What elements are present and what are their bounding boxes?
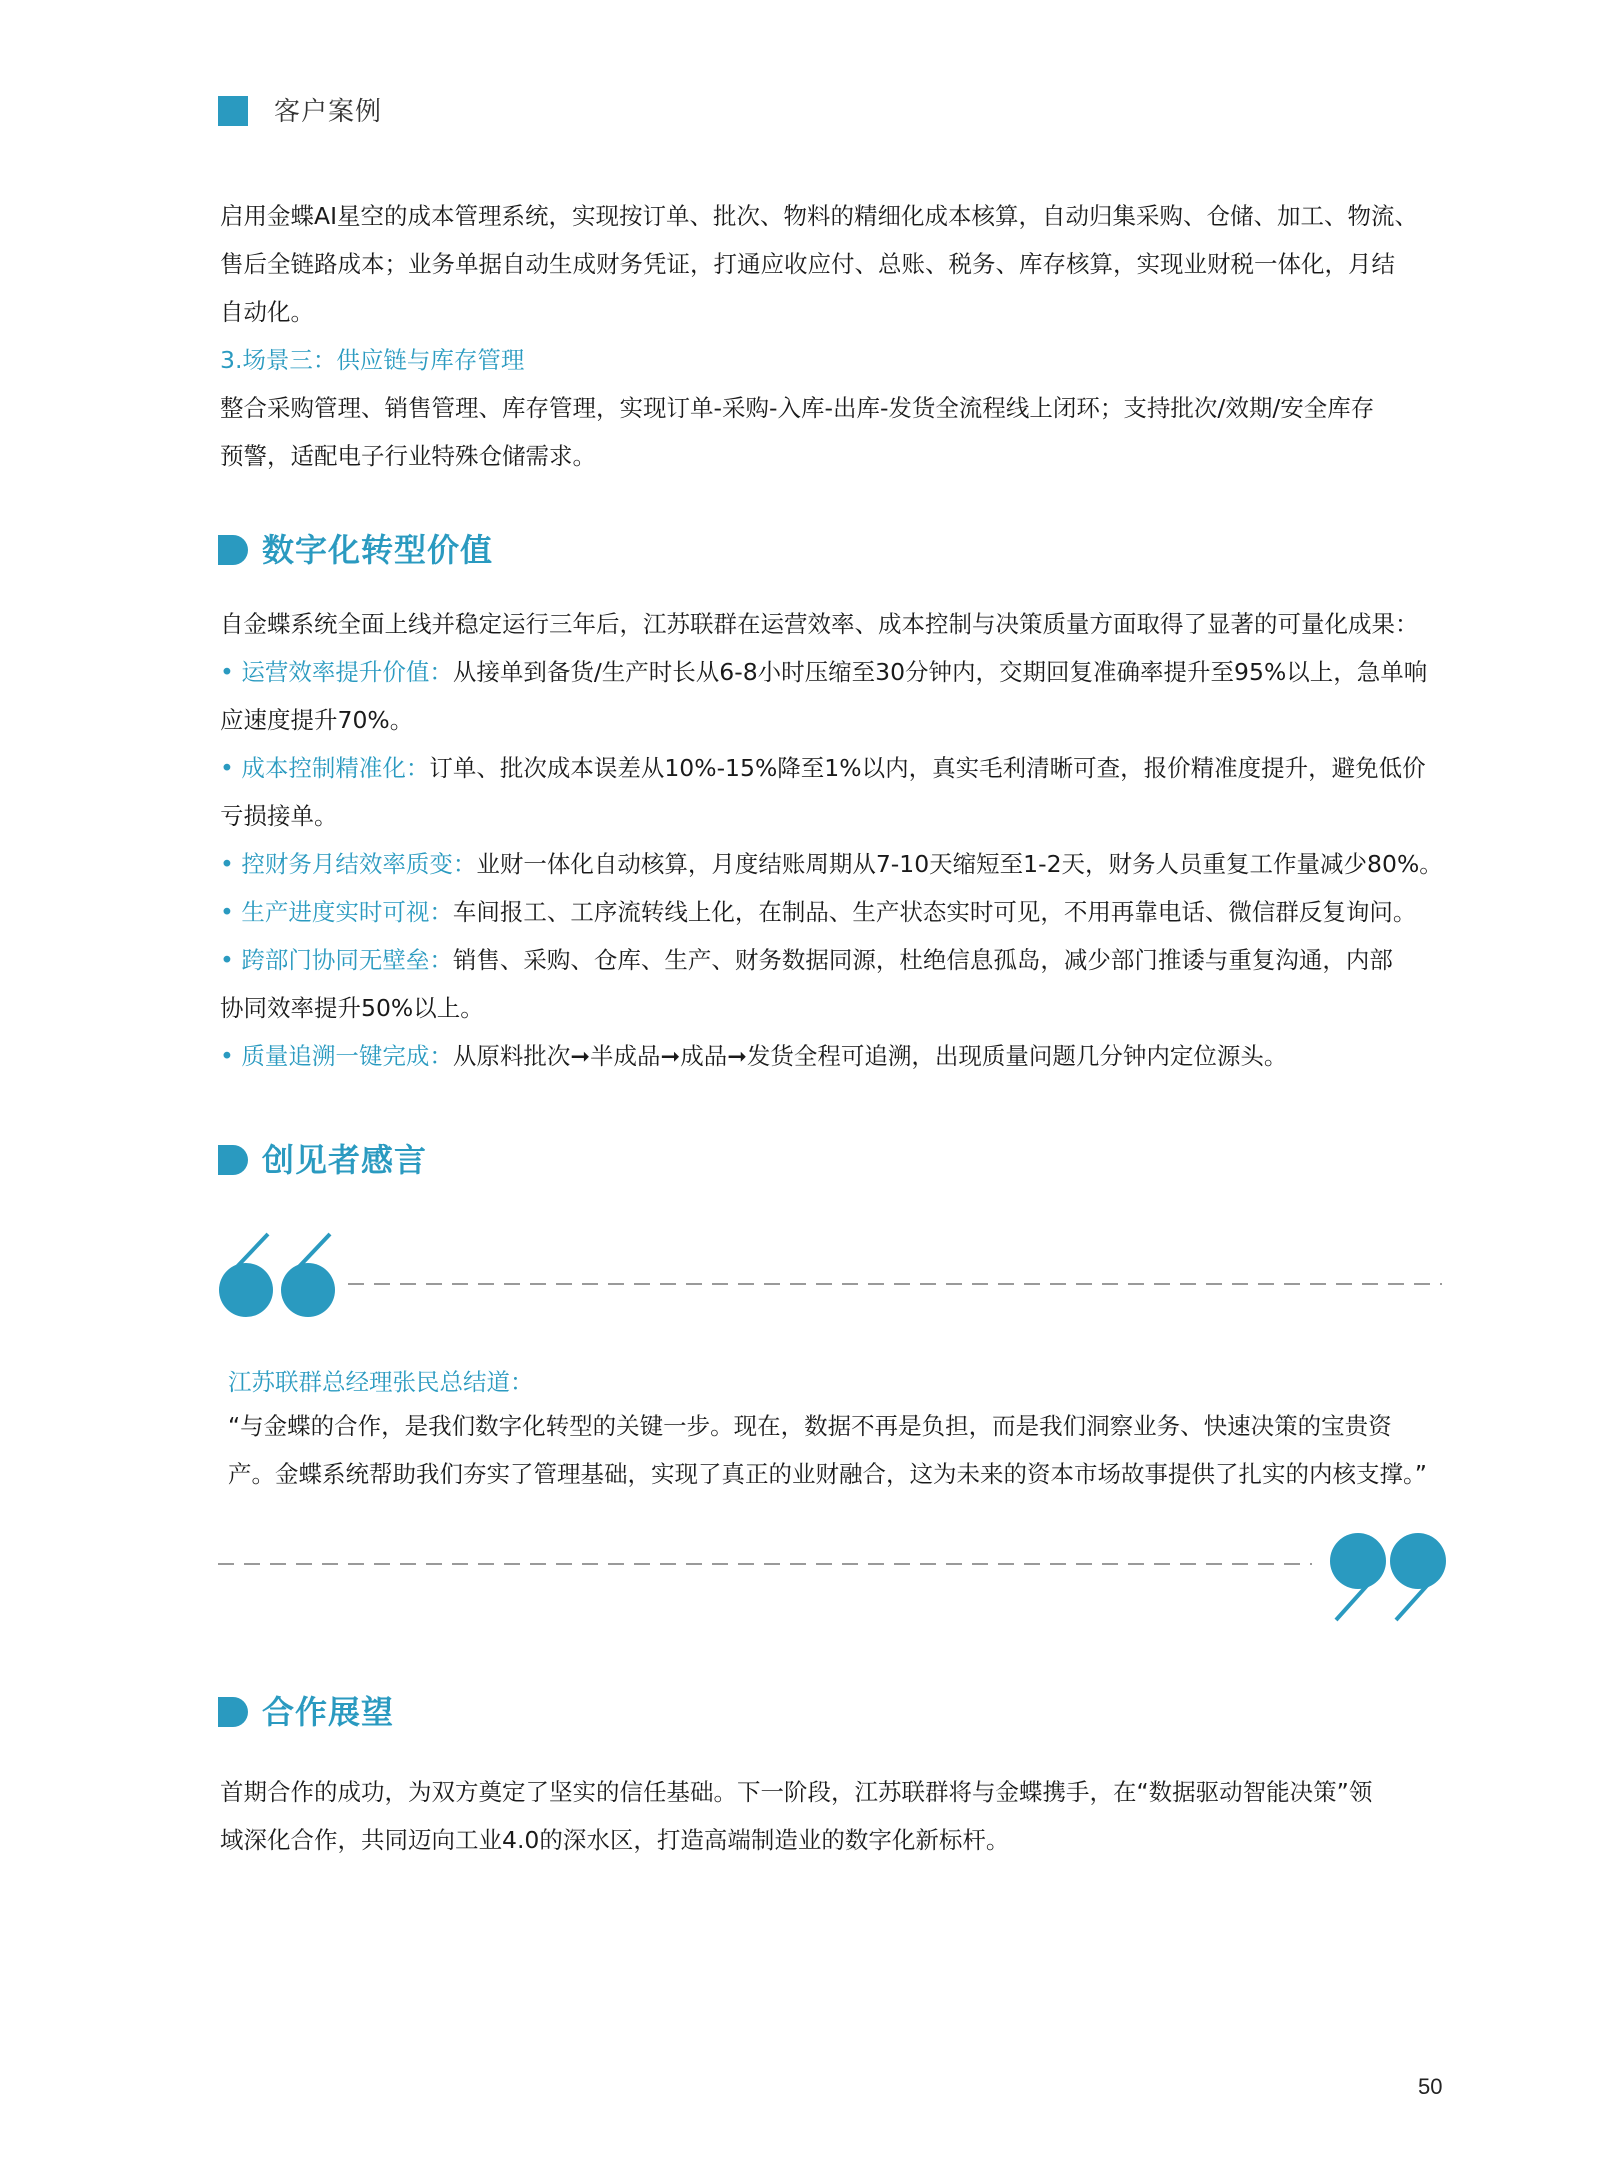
value-item-label: • 生产进度实时可视：: [220, 898, 453, 926]
section-marker-icon: [218, 1697, 248, 1727]
intro-paragraph: [220, 192, 1460, 480]
section-marker-icon: [218, 1145, 248, 1175]
value-item-text: 销售、采购、仓库、生产、财务数据同源，杜绝信息孤岛，减少部门推诿与重复沟通，内部: [452, 946, 1393, 974]
scene3-line: 整合采购管理、销售管理、库存管理，实现订单-采购-入库-出库-发货全流程线上闭环；支持批次/效期/安全库存: [220, 394, 1375, 422]
close-quote-icon: [216, 1522, 1456, 1624]
value-item: [220, 1032, 1460, 1080]
header-title: 客户案例: [274, 97, 383, 127]
value-item-label: • 成本控制精准化：: [220, 754, 430, 782]
value-item-label: • 质量追溯一键完成：: [220, 1042, 453, 1070]
value-item-label: • 跨部门协同无壁垒：: [220, 946, 453, 974]
intro-line: 自动化。: [220, 298, 314, 326]
quote-author: 江苏联群总经理张民总结道：: [228, 1368, 534, 1396]
value-item-text: 从原料批次➞半成品➞成品➞发货全程可追溯，出现质量问题几分钟内定位源头。: [452, 1042, 1288, 1070]
value-intro: 自金蝶系统全面上线并稳定运行三年后，江苏联群在运营效率、成本控制与决策质量方面取得了显著的可量化成果：: [220, 610, 1419, 638]
value-item-continued: 协同效率提升50%以上。: [220, 994, 484, 1022]
open-quote-icon: [210, 1228, 1450, 1318]
quote-line: “与金蝶的合作，是我们数字化转型的关键一步。现在，数据不再是负担，而是我们洞察业务、快速决策的宝贵资: [228, 1412, 1392, 1440]
intro-line: 启用金蝶AI星空的成本管理系统，实现按订单、批次、物料的精细化成本核算，自动归集采购、仓储、加工、物流、: [220, 202, 1419, 230]
value-item-text: 业财一体化自动核算，月度结账周期从7-10天缩短至1-2天，财务人员重复工作量减少80%。: [476, 850, 1443, 878]
value-item-text: 从接单到备货/生产时长从6-8小时压缩至30分钟内，交期回复准确率提升至95%以上，急单响: [452, 658, 1428, 686]
outlook-section-title: 合作展望: [262, 1693, 395, 1731]
value-item-continued: 应速度提升70%。: [220, 706, 414, 734]
value-item-label: • 控财务月结效率质变：: [220, 850, 477, 878]
value-item: [220, 936, 1460, 984]
value-item-text: 车间报工、工序流转线上化，在制品、生产状态实时可见，不用再靠电话、微信群反复询问。: [452, 898, 1417, 926]
value-item-label: • 运营效率提升价值：: [220, 658, 453, 686]
outlook-line: 域深化合作，共同迈向工业4.0的深水区，打造高端制造业的数字化新标杆。: [220, 1826, 1010, 1854]
value-section-title: 数字化转型价值: [262, 531, 494, 569]
value-item-continued: 亏损接单。: [220, 802, 338, 830]
founder-section-title: 创见者感言: [262, 1141, 428, 1179]
quote-line: 产。金蝶系统帮助我们夯实了管理基础，实现了真正的业财融合，这为未来的资本市场故事提供了扎实的内核支撑。”: [228, 1460, 1427, 1488]
value-item: [220, 744, 1460, 792]
value-item-text: 订单、批次成本误差从10%-15%降至1%以内，真实毛利清晰可查，报价精准度提升，避免低价: [429, 754, 1426, 782]
value-item: [220, 840, 1460, 888]
scene3-heading: 3.场景三：供应链与库存管理: [220, 346, 525, 374]
section-marker-icon: [218, 535, 248, 565]
intro-line: 售后全链路成本；业务单据自动生成财务凭证，打通应收应付、总账、税务、库存核算，实现业财税一体化，月结: [220, 250, 1395, 278]
value-section-body: [220, 600, 1460, 1080]
outlook-paragraph: [220, 1768, 1460, 1864]
quote-text: [228, 1402, 1488, 1498]
scene3-line: 预警，适配电子行业特殊仓储需求。: [220, 442, 596, 470]
page-number: 50: [1418, 2074, 1443, 2099]
outlook-line: 首期合作的成功，为双方奠定了坚实的信任基础。下一阶段，江苏联群将与金蝶携手，在“数据驱动智能决策”领: [220, 1778, 1373, 1806]
header-square-icon: [218, 96, 248, 126]
value-item: [220, 648, 1460, 696]
value-item: [220, 888, 1460, 936]
